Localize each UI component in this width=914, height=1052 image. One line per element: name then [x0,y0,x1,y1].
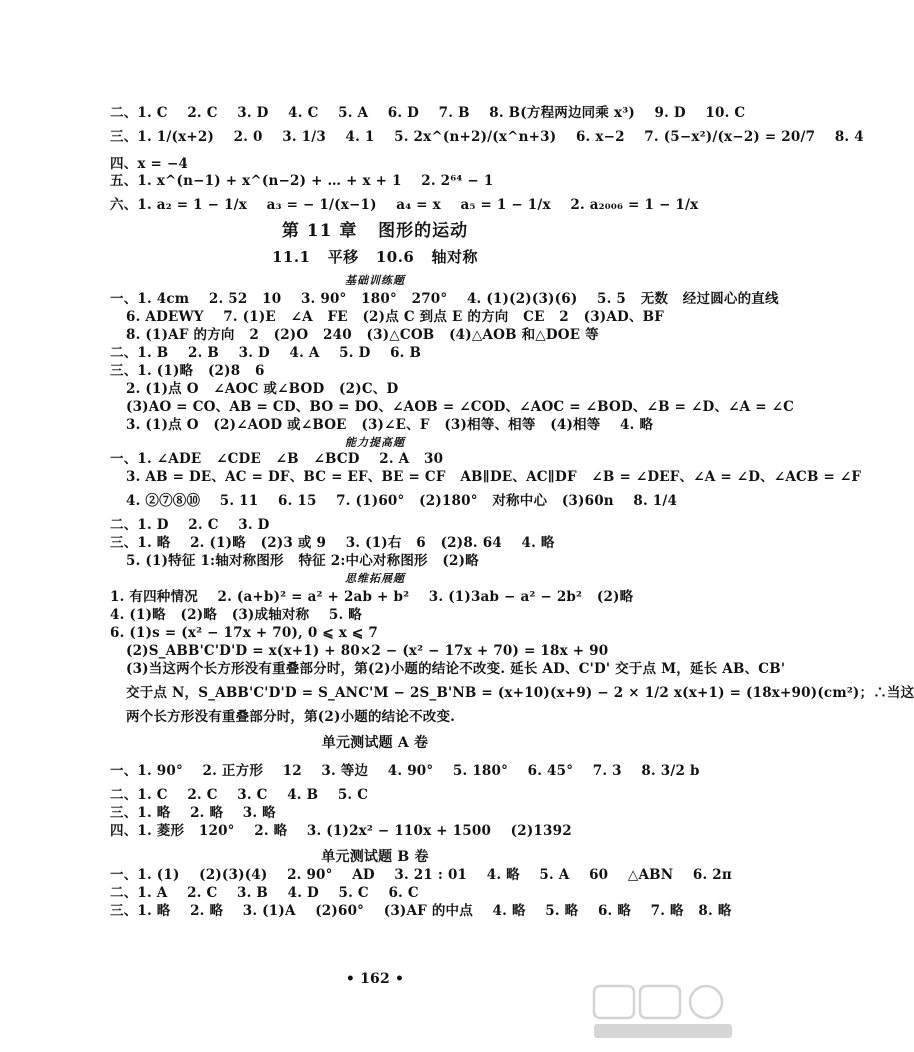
text-line: 5. (1)特征 1:轴对称图形 特征 2:中心对称图形 (2)略 [126,553,479,569]
text-line: (2)S_ABB'C'D'D = x(x+1) + 80×2 − (x² − 17x + 70) = 18x + 90 [126,643,609,659]
text-line: 6. ADEWY 7. (1)E ∠A FE (2)点 C 到点 E 的方向 CE 2 (3)AD、BF [126,309,665,325]
text-line: 四、x = −4 [110,156,189,172]
chapter-title: 第 11 章 图形的运动 [281,221,469,241]
text-line: 2. (1)点 O ∠AOC 或∠BOD (2)C、D [126,381,399,397]
text-line: 二、1. C 2. C 3. D 4. C 5. A 6. D 7. B 8. B(方程两边同乘 x³) 9. D 10. C [110,105,746,121]
text-line: 6. (1)s = (x² − 17x + 70), 0 ⩽ x ⩽ 7 [110,625,378,641]
text-line: 五、1. x^(n−1) + x^(n−2) + … + x + 1 2. 2⁶⁴ − 1 [110,173,494,189]
text-line: (3)当这两个长方形没有重叠部分时，第(2)小题的结论不改变. 延长 AD、C'D' 交于点 M，延长 AB、CB' [126,661,786,677]
text-line: 四、1. 菱形 120° 2. 略 3. (1)2x² − 110x + 1500 (2)1392 [110,823,572,839]
subsection-title: 能力提高题 [345,436,405,449]
text-line: 三、1. (1)略 (2)8 6 [110,363,265,379]
text-line: 三、1. 1/(x+2) 2. 0 3. 1/3 4. 1 5. 2x^(n+2)/(x^n+3) 6. x−2 7. (5−x²)/(x−2) = 20/7 8. 4 [110,129,864,145]
text-line: 一、1. (1) (2)(3)(4) 2. 90° AD 3. 21 : 01 4. 略 5. A 60 △ABN 6. 2π [110,867,732,883]
text-line: 4. (1)略 (2)略 (3)成轴对称 5. 略 [110,607,362,623]
text-line: 六、1. a₂ = 1 − 1/x a₃ = − 1/(x−1) a₄ = x a₅ = 1 − 1/x 2. a₂₀₀₆ = 1 − 1/x [110,197,699,213]
text-line: 三、1. 略 2. 略 3. (1)A (2)60° (3)AF 的中点 4. 略 5. 略 6. 略 7. 略 8. 略 [110,903,732,919]
watermark-logo [588,982,738,1042]
text-line: 1. 有四种情况 2. (a+b)² = a² + 2ab + b² 3. (1)3ab − a² − 2b² (2)略 [110,589,634,605]
text-line: 两个长方形没有重叠部分时，第(2)小题的结论不改变. [126,709,456,725]
text-line: 3. AB = DE、AC = DF、BC = EF、BE = CF AB∥DE、AC∥DF ∠B = ∠DEF、∠A = ∠D、∠ACB = ∠F [126,469,862,485]
text-line: 二、1. B 2. B 3. D 4. A 5. D 6. B [110,345,422,361]
text-line: 三、1. 略 2. (1)略 (2)3 或 9 3. (1)右 6 (2)8. 64 4. 略 [110,535,555,551]
page-number: • 162 • [345,971,405,987]
text-line: 一、1. 90° 2. 正方形 12 3. 等边 4. 90° 5. 180° 6. 45° 7. 3 8. 3/2 b [110,763,700,779]
unit-test-title: 单元测试题 B 卷 [321,849,429,865]
text-line: 交于点 N，S_ABB'C'D'D = S_ANC'M − 2S_B'NB = (x+10)(x+9) − 2 × 1/2 x(x+1) = (18x+90)(cm²)；∴当这 [126,685,914,701]
text-line: 二、1. C 2. C 3. C 4. B 5. C [110,787,369,803]
text-line: 8. (1)AF 的方向 2 (2)O 240 (3)△COB (4)△AOB 和△DOE 等 [126,327,599,343]
text-line: (3)AO = CO、AB = CD、BO = DO、∠AOB = ∠COD、∠AOC = ∠BOD、∠B = ∠D、∠A = ∠C [126,399,795,415]
text-line: 二、1. D 2. C 3. D [110,517,270,533]
text-line: 二、1. A 2. C 3. B 4. D 5. C 6. C [110,885,419,901]
subsection-title: 基础训练题 [345,274,405,287]
subsection-title: 思维拓展题 [345,572,405,585]
section-title: 11.1 平移 10.6 轴对称 [271,248,479,266]
text-line: 一、1. 4cm 2. 52 10 3. 90° 180° 270° 4. (1)(2)(3)(6) 5. 5 无数 经过圆心的直线 [110,291,779,307]
text-line: 一、1. ∠ADE ∠CDE ∠B ∠BCD 2. A 30 [110,451,444,467]
unit-test-title: 单元测试题 A 卷 [321,735,429,751]
text-line: 3. (1)点 O (2)∠AOD 或∠BOE (3)∠E、F (3)相等、相等 (4)相等 4. 略 [126,417,654,433]
text-line: 4. ②⑦⑧⑩ 5. 11 6. 15 7. (1)60° (2)180° 对称中心 (3)60n 8. 1/4 [126,493,678,509]
text-line: 三、1. 略 2. 略 3. 略 [110,805,276,821]
